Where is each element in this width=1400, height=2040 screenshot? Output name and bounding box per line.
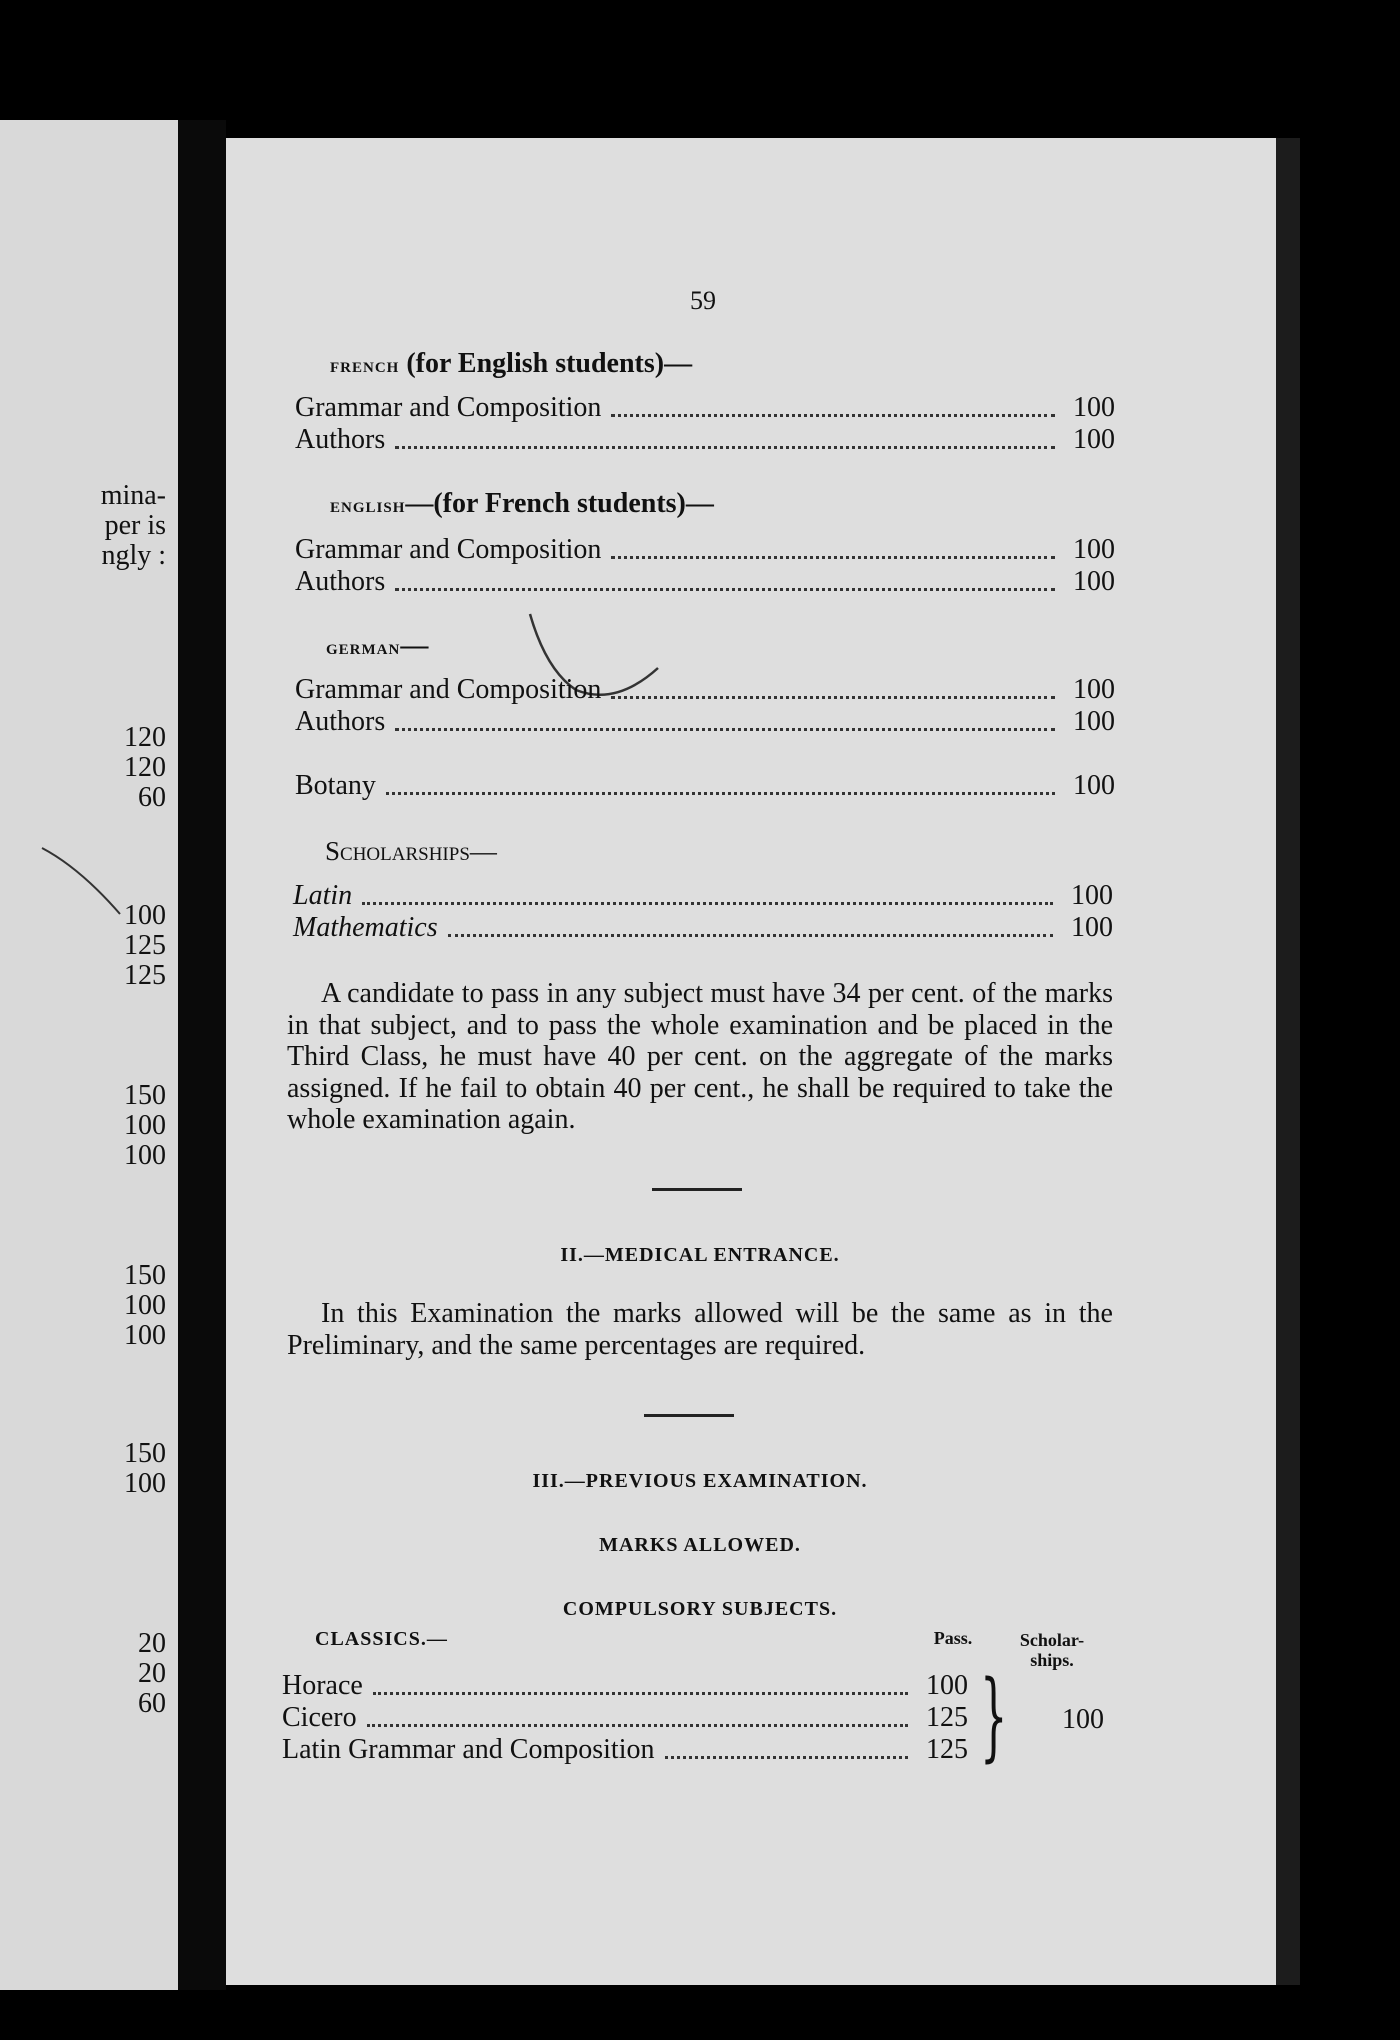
column-header-line: ships. xyxy=(1030,1650,1074,1670)
scholarships-heading: Scholarships— xyxy=(325,836,497,866)
section-heading-note: — xyxy=(400,630,429,661)
leader-dots xyxy=(665,1756,909,1759)
section-heading-note: (for English students)— xyxy=(399,348,693,379)
book-gutter xyxy=(178,120,226,1990)
column-header-scholarships xyxy=(1004,1630,1100,1670)
marks-row xyxy=(295,392,1115,424)
subject-label: Grammar and Composition xyxy=(295,534,602,565)
subject-mark: 125 xyxy=(926,1702,968,1733)
marks-allowed-heading: MARKS ALLOWED. xyxy=(599,1534,801,1556)
subject-mark: 100 xyxy=(1071,880,1113,911)
section-heading-medical-entrance: II.—MEDICAL ENTRANCE. xyxy=(560,1244,840,1266)
leader-dots xyxy=(367,1724,908,1727)
section-heading-english xyxy=(330,488,714,520)
compulsory-subjects-heading: COMPULSORY SUBJECTS. xyxy=(562,1598,838,1620)
subject-label: Botany xyxy=(295,770,376,801)
facing-page xyxy=(0,120,178,1990)
section-heading-note: —(for French students)— xyxy=(405,488,714,519)
subject-label: Grammar and Composition xyxy=(295,674,602,705)
subject-mark: 125 xyxy=(926,1734,968,1765)
leader-dots xyxy=(373,1692,908,1695)
facing-page-number: 150 xyxy=(124,1080,166,1111)
subject-mark: 100 xyxy=(1073,706,1115,737)
leader-dots xyxy=(395,446,1055,449)
marks-row xyxy=(295,534,1115,566)
marks-row xyxy=(295,566,1115,598)
section-heading-label: french xyxy=(330,352,400,377)
column-header-pass: Pass. xyxy=(933,1628,973,1648)
medical-entrance-paragraph xyxy=(287,1298,1113,1361)
facing-page-number: 100 xyxy=(124,1468,166,1499)
subject-mark: 100 xyxy=(1073,424,1115,455)
facing-page-fragment: mina- xyxy=(100,480,166,511)
marks-row xyxy=(282,1670,968,1702)
subject-label: Latin Grammar and Composition xyxy=(282,1734,655,1765)
marks-row xyxy=(293,912,1113,944)
facing-page-number: 100 xyxy=(124,1320,166,1351)
facing-page-number: 120 xyxy=(124,752,166,783)
section-heading-previous-examination: III.—PREVIOUS EXAMINATION. xyxy=(532,1470,868,1492)
facing-page-number: 125 xyxy=(124,960,166,991)
subject-label: Grammar and Composition xyxy=(295,392,602,423)
subject-mark: 100 xyxy=(1071,912,1113,943)
subject-mark: 100 xyxy=(1073,392,1115,423)
section-heading-german xyxy=(326,630,428,662)
leader-dots xyxy=(362,902,1053,905)
pencil-mark xyxy=(40,840,130,920)
leader-dots xyxy=(395,728,1055,731)
facing-page-number: 150 xyxy=(124,1438,166,1469)
leader-dots xyxy=(611,414,1055,417)
facing-page-number: 20 xyxy=(138,1628,166,1659)
leader-dots xyxy=(448,934,1053,937)
marks-row xyxy=(295,424,1115,456)
marks-row xyxy=(282,1734,968,1766)
page-number: 59 xyxy=(690,286,716,315)
page-edge xyxy=(1276,138,1300,1985)
subject-label: Latin xyxy=(293,880,353,911)
subject-mark: 100 xyxy=(1073,534,1115,565)
section-heading-label: german xyxy=(326,634,401,659)
facing-page-number: 125 xyxy=(124,930,166,961)
facing-page-number: 100 xyxy=(124,1110,166,1141)
column-header-line: Scholar- xyxy=(1019,1630,1085,1650)
marks-row xyxy=(293,880,1113,912)
leader-dots xyxy=(386,792,1055,795)
facing-page-number: 60 xyxy=(138,782,166,813)
right-brace: } xyxy=(980,1660,1008,1772)
facing-page-number: 100 xyxy=(124,1290,166,1321)
facing-page-fragment: ngly : xyxy=(101,540,166,571)
facing-page-number: 150 xyxy=(124,1260,166,1291)
paragraph-text: In this Examination the marks allowed will be the same as in the Preliminary, and the same percentages are required. xyxy=(287,1298,1113,1361)
section-divider xyxy=(652,1188,742,1191)
subject-mark: 100 xyxy=(1073,770,1115,801)
leader-dots xyxy=(611,696,1055,699)
subject-label: Mathematics xyxy=(293,912,438,943)
paragraph-text: A candidate to pass in any subject must have 34 per cent. of the marks in that subject, and to pass the whole examination and be placed in the Third Class, he must have 40 per cent. on the aggregate of the marks assigned. If he fail to obtain 40 per cent., he shall be required to take the whole examination again. xyxy=(287,978,1113,1135)
facing-page-number: 100 xyxy=(124,1140,166,1171)
facing-page-number: 120 xyxy=(124,722,166,753)
marks-row xyxy=(295,770,1115,802)
subject-label: Horace xyxy=(282,1670,363,1701)
section-heading-label: english xyxy=(330,492,406,517)
section-heading-french xyxy=(330,348,692,380)
subject-mark: 100 xyxy=(926,1670,968,1701)
facing-page-number: 20 xyxy=(138,1658,166,1689)
pass-requirements-paragraph xyxy=(287,978,1113,1136)
subject-label: Authors xyxy=(295,566,386,597)
facing-page-number: 60 xyxy=(138,1688,166,1719)
facing-page-fragment: per is xyxy=(104,510,166,541)
leader-dots xyxy=(395,588,1055,591)
marks-row xyxy=(282,1702,968,1734)
subject-label: Authors xyxy=(295,424,386,455)
scholarship-mark: 100 xyxy=(1062,1704,1104,1735)
facing-page-number: 100 xyxy=(124,900,166,931)
marks-row xyxy=(295,706,1115,738)
marks-row xyxy=(295,674,1115,706)
subject-mark: 100 xyxy=(1073,674,1115,705)
classics-label: CLASSICS.— xyxy=(315,1628,448,1650)
subject-mark: 100 xyxy=(1073,566,1115,597)
leader-dots xyxy=(611,556,1055,559)
subject-label: Authors xyxy=(295,706,386,737)
subject-label: Cicero xyxy=(282,1702,357,1733)
section-divider xyxy=(644,1414,734,1417)
